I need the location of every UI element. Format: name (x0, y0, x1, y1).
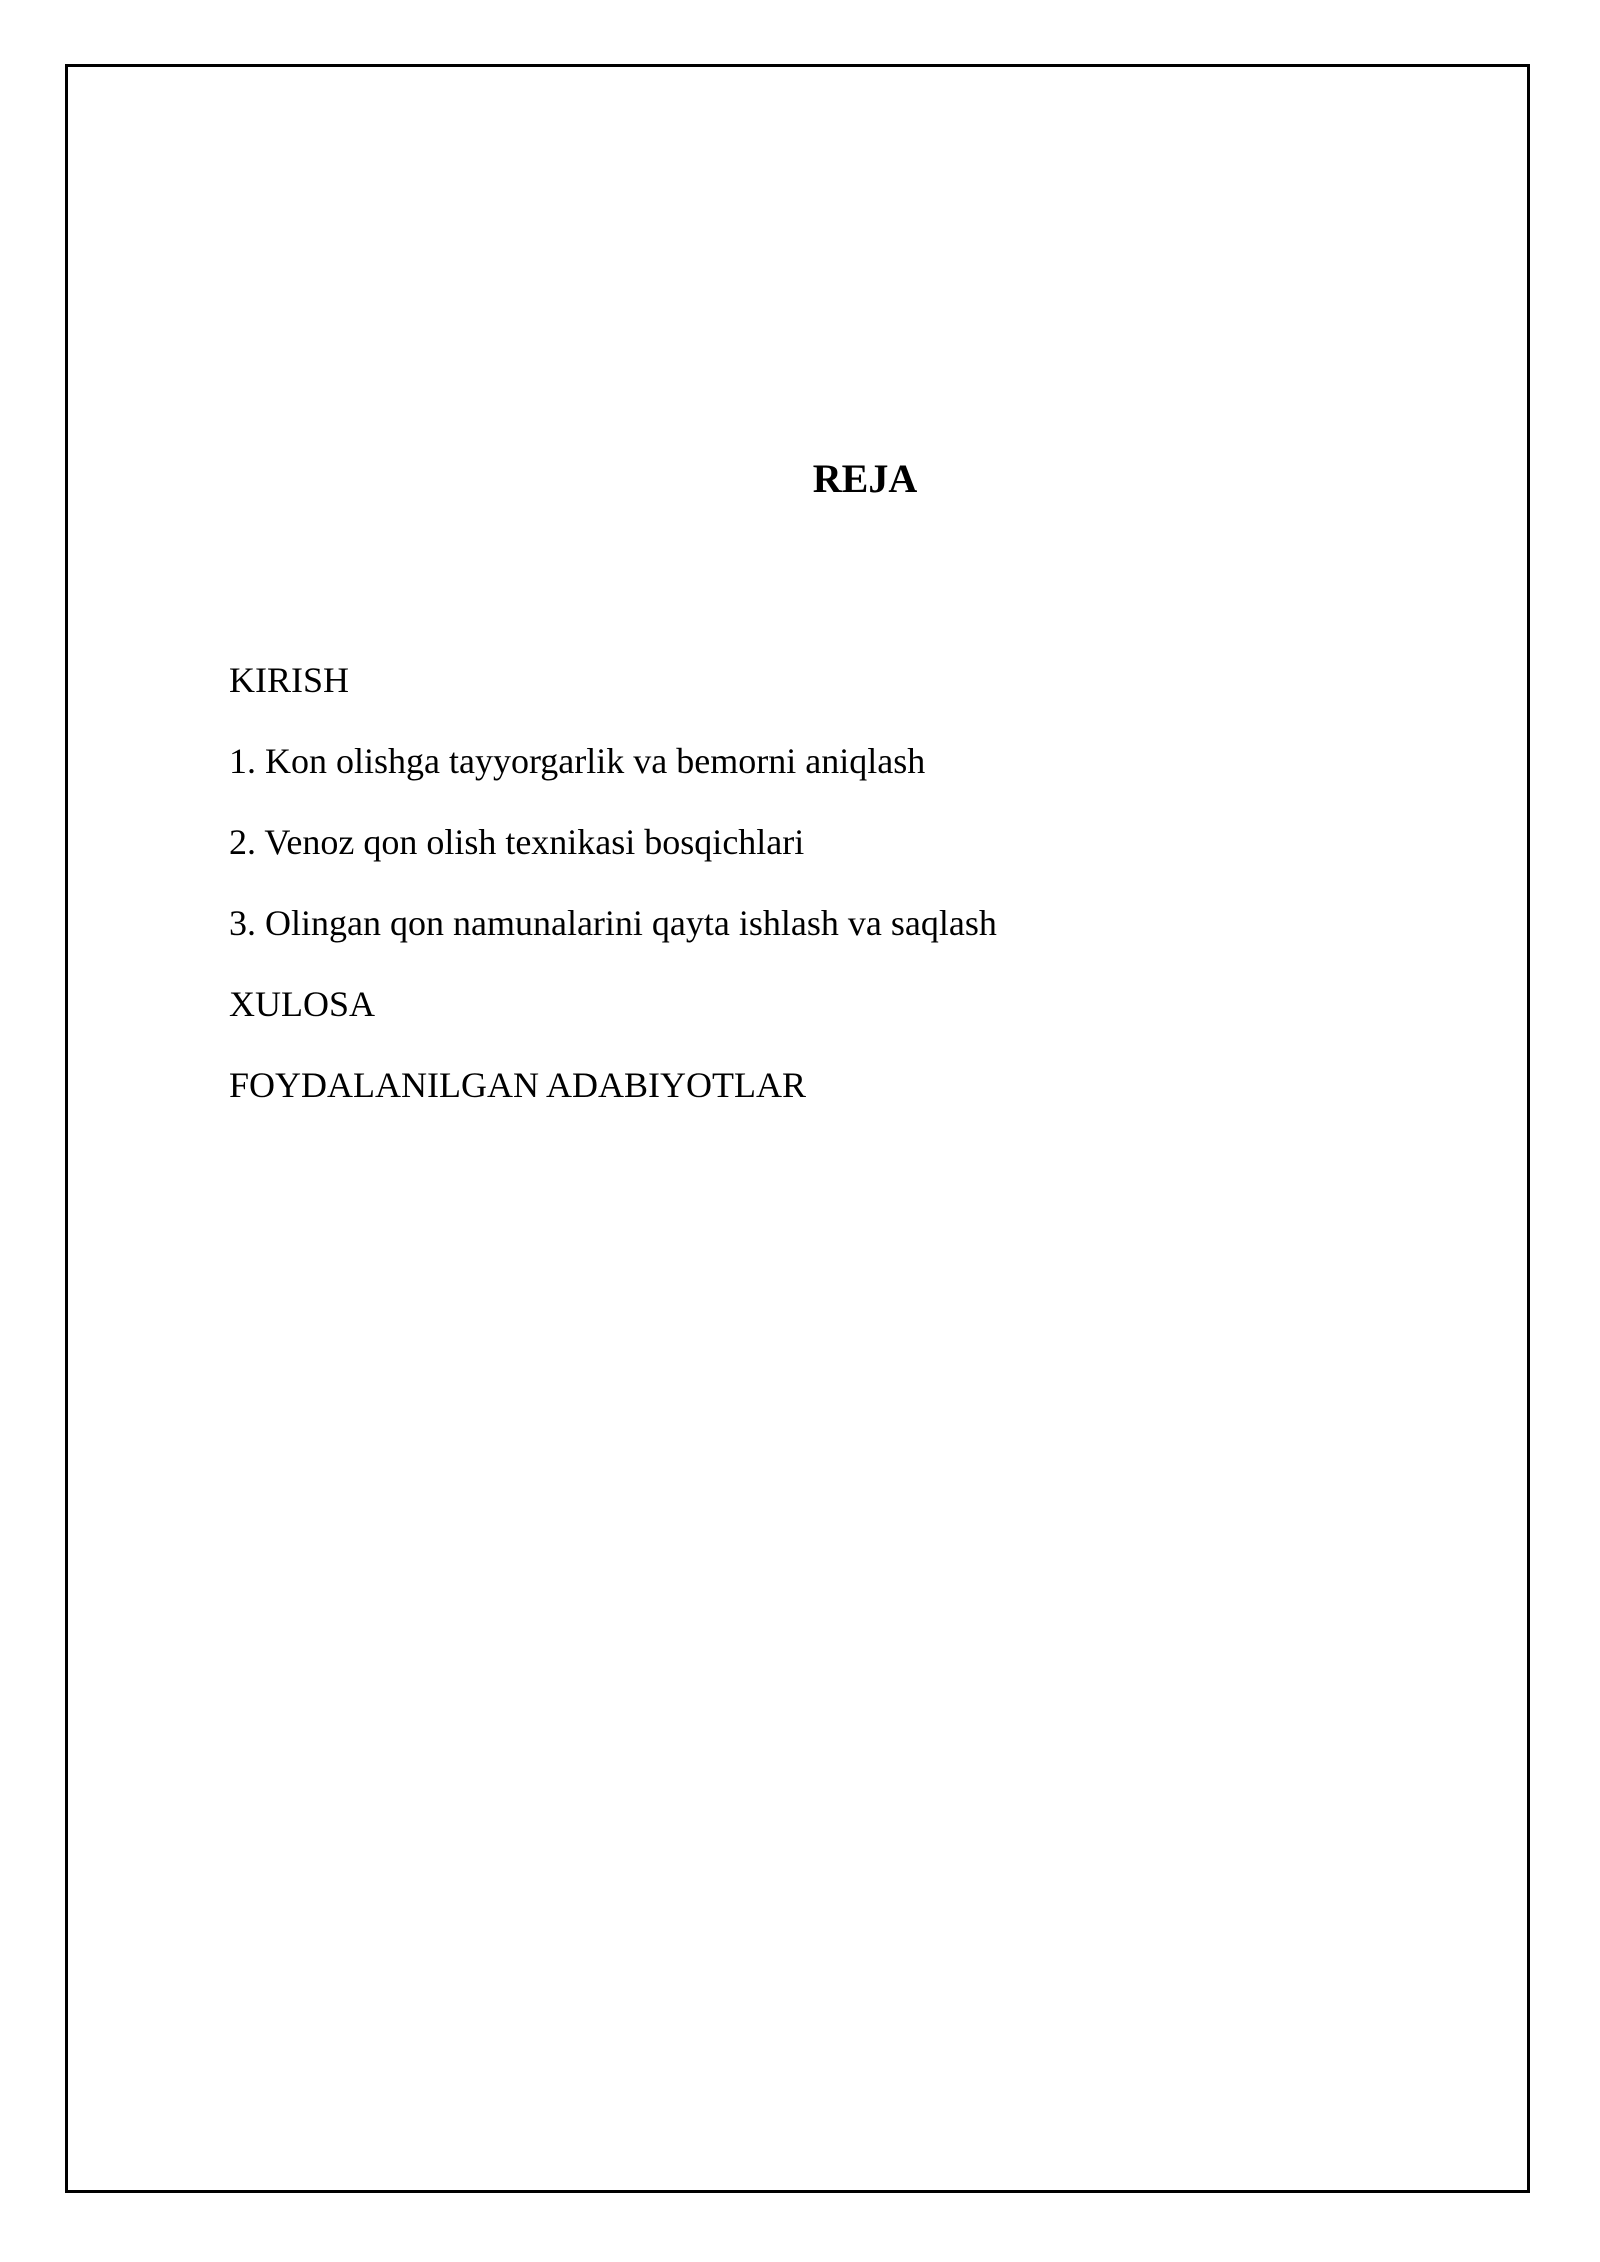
toc-item-conclusion: XULOSA (229, 984, 376, 1024)
page-border (65, 64, 1530, 2193)
toc-item-section-1: 1. Kon olishga tayyorgarlik va bemorni aniqlash (229, 741, 926, 781)
toc-item-section-2: 2. Venoz qon olish texnikasi bosqichlari (229, 822, 805, 862)
table-of-contents (229, 640, 997, 1126)
toc-item-references: FOYDALANILGAN ADABIYOTLAR (229, 1065, 806, 1105)
toc-item-introduction: KIRISH (229, 660, 350, 700)
toc-item-section-3: 3. Olingan qon namunalarini qayta ishlash va saqlash (229, 903, 997, 943)
page-title: REJA (812, 456, 918, 501)
